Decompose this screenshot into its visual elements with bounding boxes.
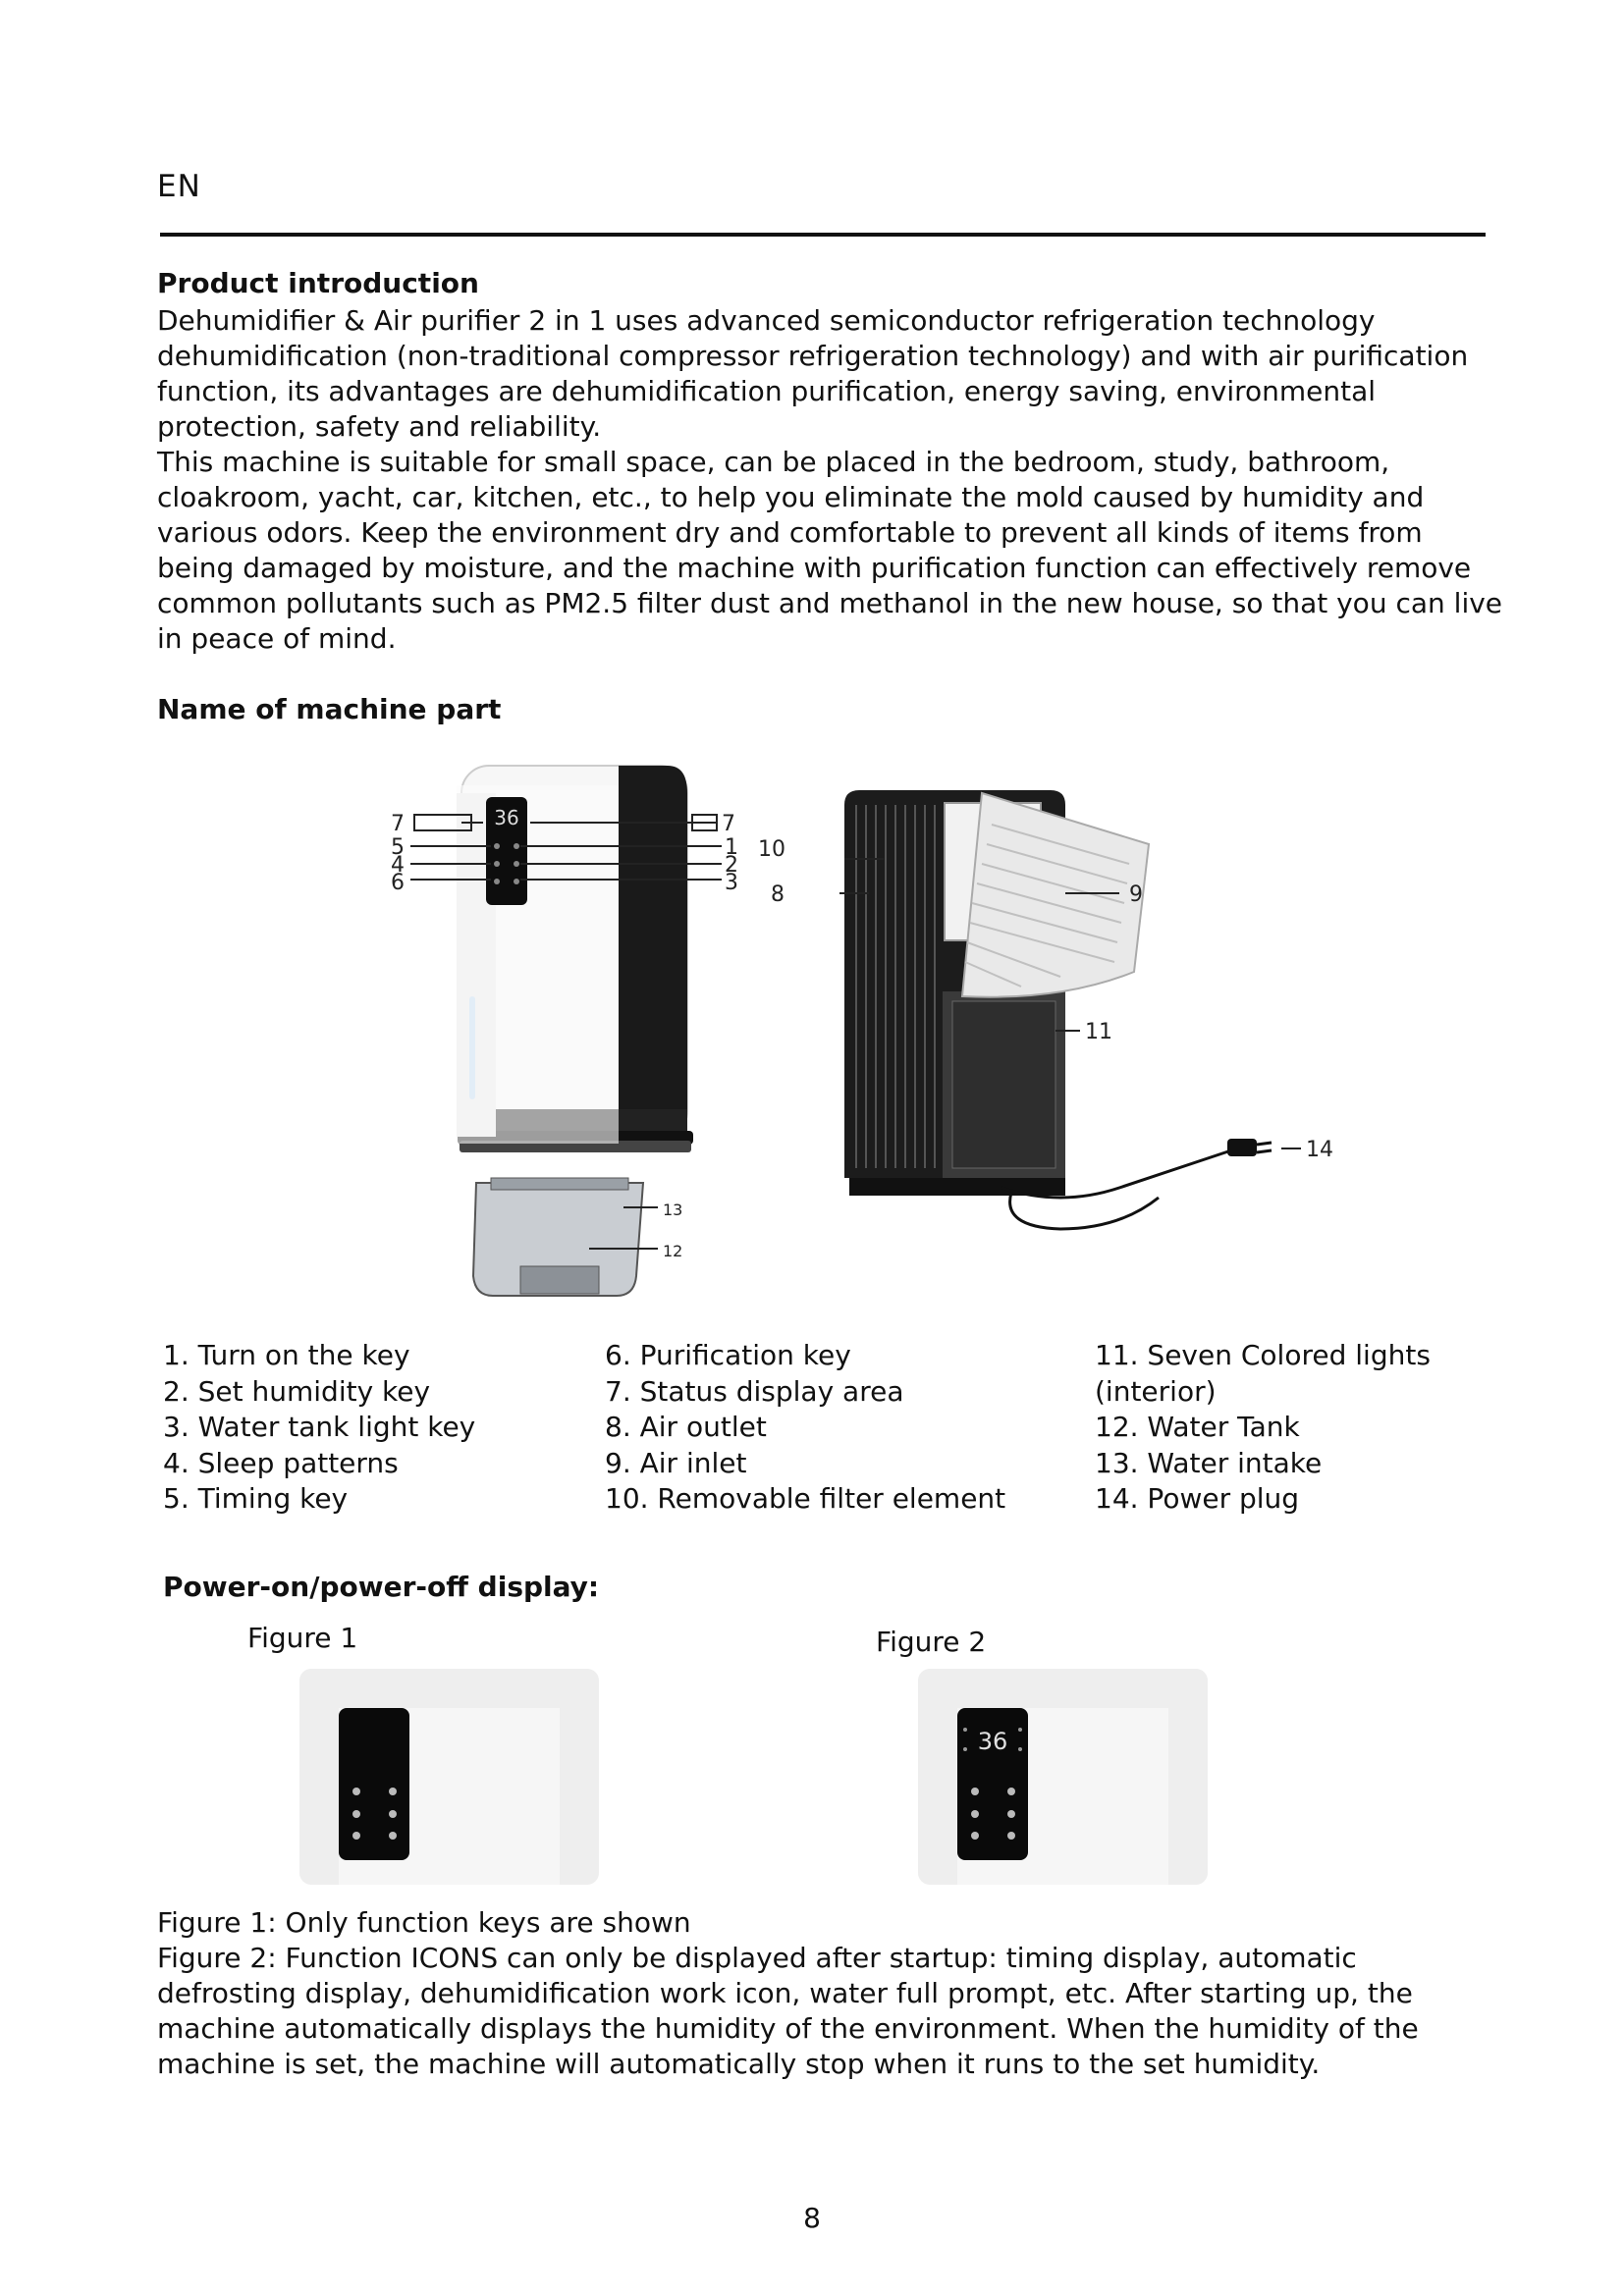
front-display-value: 36 (494, 806, 519, 829)
callout-12: 12 (663, 1242, 683, 1260)
callout-11: 11 (1085, 1020, 1112, 1044)
part-item: 6. Purification key (605, 1339, 851, 1371)
part-item: 12. Water Tank (1095, 1411, 1300, 1443)
part-item: 2. Set humidity key (163, 1374, 431, 1408)
water-tank-illustration (473, 1178, 682, 1296)
part-item: 1. Turn on the key (163, 1339, 410, 1371)
callout-10: 10 (758, 837, 785, 862)
timing-key-icon (352, 1832, 360, 1840)
parts-list-col-1 (163, 1338, 475, 1518)
callout-2: 2 (725, 853, 738, 878)
power-heading: Power-on/power-off display: (163, 1571, 600, 1603)
figure-captions (157, 1905, 1492, 2082)
tank-light-key-icon (389, 1810, 397, 1818)
figure-1-label: Figure 1 (247, 1622, 358, 1654)
front-unit-illustration (391, 766, 738, 1152)
tank-light-key-icon (1007, 1810, 1015, 1818)
parts-list-col-3 (1095, 1338, 1431, 1518)
parts-heading: Name of machine part (157, 693, 502, 725)
part-item: (interior) (1095, 1374, 1217, 1408)
purify-key-icon (389, 1832, 397, 1840)
callout-3: 3 (725, 871, 738, 895)
callout-8: 8 (771, 882, 785, 907)
callout-4: 4 (391, 853, 405, 878)
part-item: 4. Sleep patterns (163, 1446, 399, 1479)
language-code: EN (157, 169, 201, 204)
sleep-key-icon (971, 1810, 979, 1818)
humidity-key-icon (389, 1788, 397, 1795)
timing-key-icon (971, 1832, 979, 1840)
part-item: 7. Status display area (605, 1374, 904, 1408)
machine-parts-diagram (373, 746, 1355, 1335)
part-item: 8. Air outlet (605, 1411, 767, 1443)
figure-2-caption: Figure 2: Function ICONS can only be displayed after startup: timing display, automatic defrosting display, dehumidification work icon, water full prompt, etc. After starting up, the machine automatically displays the humidity of the environment. When the humidity of the machine is set, the machine will automatically stop when it runs to the set humidity. (157, 1942, 1419, 2080)
power-key-icon (352, 1788, 360, 1795)
purify-key-icon (1007, 1832, 1015, 1840)
parts-list-col-2 (605, 1338, 1005, 1518)
figure-2-display-value: 36 (977, 1728, 1008, 1755)
power-key-icon (971, 1788, 979, 1795)
sleep-key-icon (352, 1810, 360, 1818)
callout-1: 1 (725, 835, 738, 860)
callout-9: 9 (1129, 882, 1143, 907)
part-item: 14. Power plug (1095, 1482, 1300, 1515)
humidity-key-icon (1007, 1788, 1015, 1795)
figure-1-caption: Figure 1: Only function keys are shown (157, 1906, 691, 1939)
header-divider (160, 233, 1486, 237)
intro-paragraph-2: This machine is suitable for small space, can be placed in the bedroom, study, bathroom, cloakroom, yacht, car, kitchen, etc., to help you eliminate the mold caused by humidity and various odors. Keep the environment dry and comfortable to prevent all kinds of items from being damaged by moisture, and the machine with purification function can effectively remove common pollutants such as PM2.5 filter dust and methanol in the new house, so that you can live in peace of mind. (157, 446, 1503, 655)
part-item: 13. Water intake (1095, 1446, 1323, 1479)
intro-heading: Product introduction (157, 267, 479, 299)
intro-paragraph-1: Dehumidifier & Air purifier 2 in 1 uses advanced semiconductor refrigeration technology dehumidification (non-traditional compressor refrigeration technology) and with air purification function, its advantages are dehumidification purification, energy saving, environmental protection, safety and reliability. (157, 304, 1469, 443)
intro-text (157, 303, 1507, 657)
figure-2-label: Figure 2 (876, 1626, 987, 1658)
figure-2-image (918, 1669, 1208, 1885)
callout-6: 6 (391, 871, 405, 895)
callout-13: 13 (663, 1201, 683, 1219)
part-item: 10. Removable filter element (605, 1482, 1006, 1515)
part-item: 9. Air inlet (605, 1446, 747, 1479)
figure-1-image (299, 1669, 599, 1885)
back-unit-illustration (758, 790, 1333, 1229)
part-item: 5. Timing key (163, 1482, 349, 1515)
part-item: 11. Seven Colored lights (1095, 1339, 1431, 1371)
callout-7-right: 7 (722, 812, 735, 836)
callout-14: 14 (1306, 1138, 1333, 1162)
part-item: 3. Water tank light key (163, 1411, 476, 1443)
callout-7-left: 7 (391, 812, 405, 836)
page-number: 8 (803, 2202, 821, 2234)
callout-5: 5 (391, 835, 405, 860)
